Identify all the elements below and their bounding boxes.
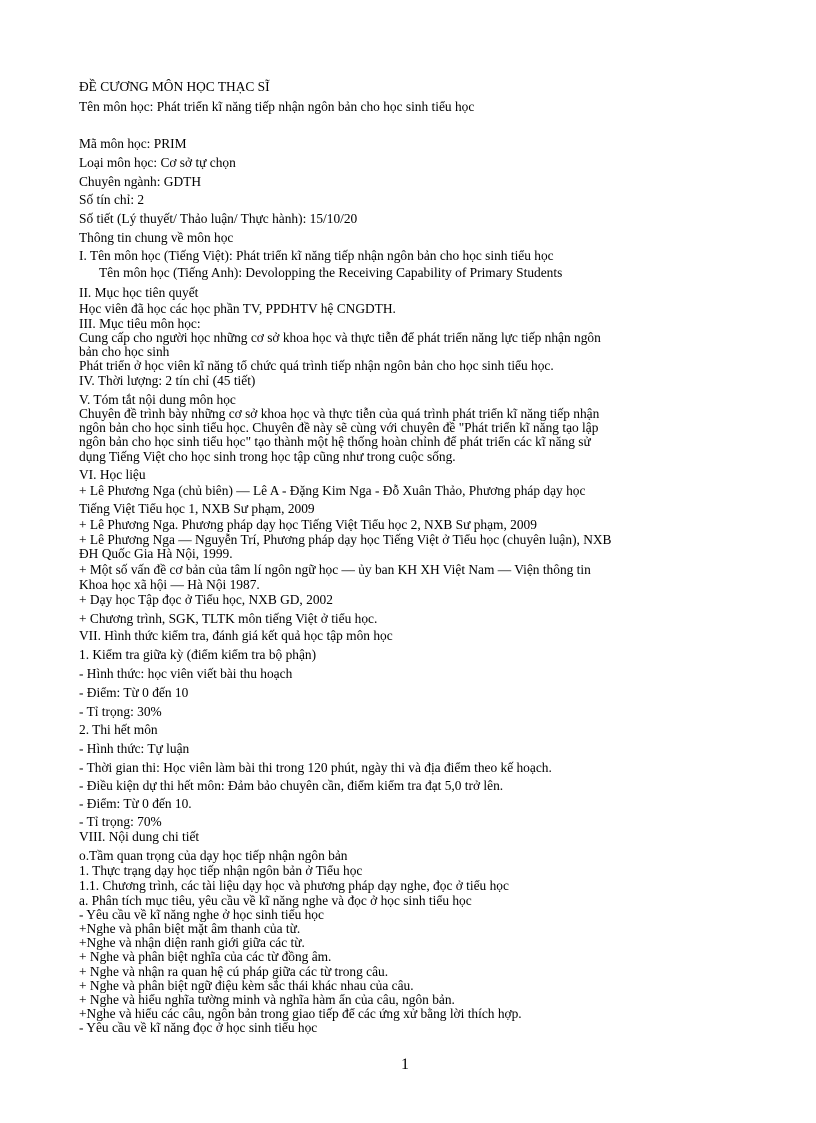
subject-name: Tên môn học: Phát triển kĩ năng tiếp nhận ngôn bản cho học sinh tiểu học — [79, 99, 475, 114]
info-line: Số tiết (Lý thuyết/ Thảo luận/ Thực hành): 15/10/20 — [79, 211, 358, 226]
body-line: + Nghe và hiểu nghĩa tường minh và nghĩa hàm ẩn của câu, ngôn bản. — [79, 992, 455, 1007]
body-line: - Điều kiện dự thi hết môn: Đảm bảo chuyên cần, điểm kiểm tra đạt 5,0 trở lên. — [79, 778, 504, 793]
body-line: + Nghe và phân biệt nghĩa của các từ đồng âm. — [79, 949, 332, 964]
body-line: III. Mục tiêu môn học: — [79, 316, 201, 331]
info-line: Loại môn học: Cơ sở tự chọn — [79, 155, 236, 170]
body-line: 2. Thi hết môn — [79, 722, 158, 737]
body-line: VII. Hình thức kiểm tra, đánh giá kết quả học tập môn học — [79, 628, 393, 643]
body-line: - Yêu cầu về kĩ năng nghe ở học sinh tiểu học — [79, 907, 324, 922]
body-line: ngôn bản cho học sinh tiểu học" tạo thành một hệ thống hoàn chỉnh để phát triển các kĩ năng sử — [79, 434, 591, 449]
page-number: 1 — [401, 1056, 409, 1073]
section-1-en: Tên môn học (Tiếng Anh): Devolopping the Receiving Capability of Primary Students — [99, 265, 563, 280]
body-line: - Hình thức: Tự luận — [79, 741, 190, 756]
body-line: II. Mục học tiên quyết — [79, 285, 199, 300]
body-line: VI. Học liệu — [79, 467, 146, 482]
section-1-vn: I. Tên môn học (Tiếng Việt): Phát triển kĩ năng tiếp nhận ngôn bản cho học sinh tiểu học — [79, 248, 554, 263]
body-line: ĐH Quốc Gia Hà Nội, 1999. — [79, 546, 233, 561]
body-line: ngôn bản cho học sinh tiểu học. Chuyên đề này sẽ cùng với chuyên đề "Phát triển kĩ năng tạo lập — [79, 420, 599, 435]
document-heading: ĐỀ CƯƠNG MÔN HỌC THẠC SĨ — [79, 79, 270, 94]
info-line: Chuyên ngành: GDTH — [79, 174, 201, 189]
body-line: - Thời gian thi: Học viên làm bài thi trong 120 phút, ngày thi và địa điểm theo kế hoạch. — [79, 760, 552, 775]
body-line: dụng Tiếng Việt cho học sinh trong học tập cũng như trong cuộc sống. — [79, 449, 456, 464]
body-line: +Nghe và hiểu các câu, ngôn bản trong giao tiếp để các ứng xử bằng lời thích hợp. — [79, 1006, 522, 1021]
body-line: - Điểm: Từ 0 đến 10. — [79, 796, 192, 811]
info-line: Số tín chỉ: 2 — [79, 192, 145, 207]
body-line: +Nghe và phân biệt mặt âm thanh của từ. — [79, 921, 301, 936]
body-line: - Điểm: Từ 0 đến 10 — [79, 685, 189, 700]
info-line: Mã môn học: PRIM — [79, 136, 187, 151]
body-line: Cung cấp cho người học những cơ sở khoa học và thực tiễn để phát triển năng lực tiếp nhận ngôn — [79, 330, 601, 345]
body-line: Chuyên đề trình bày những cơ sở khoa học và thực tiễn của quá trình phát triển kĩ năng tiếp nhận — [79, 406, 600, 421]
body-line: + Lê Phương Nga — Nguyễn Trí, Phương pháp dạy học Tiếng Việt ở Tiểu học (chuyên luận), NXB — [79, 532, 612, 547]
body-line: Tiếng Việt Tiểu học 1, NXB Sư phạm, 2009 — [79, 501, 315, 516]
body-line: a. Phân tích mục tiêu, yêu cầu về kĩ năng nghe và đọc ở học sinh tiểu học — [79, 893, 472, 908]
body-line: Học viên đã học các học phần TV, PPDHTV hệ CNGDTH. — [79, 301, 396, 316]
info-line: Thông tin chung về môn học — [79, 230, 234, 245]
body-line: - Yêu cầu về kĩ năng đọc ở học sinh tiểu học — [79, 1020, 318, 1035]
body-line: 1.1. Chương trình, các tài liệu dạy học và phương pháp dạy nghe, đọc ở tiểu học — [79, 878, 509, 893]
body-line: + Lê Phương Nga. Phương pháp dạy học Tiếng Việt Tiểu học 2, NXB Sư phạm, 2009 — [79, 517, 537, 532]
body-line: V. Tóm tắt nội dung môn học — [79, 392, 236, 407]
body-line: + Một số vấn đề cơ bản của tâm lí ngôn ngữ học — ủy ban KH XH Việt Nam — Viện thông tin — [79, 562, 591, 577]
body-line: VIII. Nội dung chi tiết — [79, 829, 200, 844]
body-line: Phát triển ở học viên kĩ năng tổ chức quá trình tiếp nhận ngôn bản cho học sinh tiểu học. — [79, 358, 554, 373]
body-line: + Nghe và phân biệt ngữ điệu kèm sắc thái khác nhau của câu. — [79, 978, 414, 993]
body-line: - Hình thức: học viên viết bài thu hoạch — [79, 666, 293, 681]
body-line: 1. Thực trạng dạy học tiếp nhận ngôn bản ở Tiểu học — [79, 863, 363, 878]
body-line: bản cho học sinh — [79, 344, 170, 359]
body-line: +Nghe và nhận diện ranh giới giữa các từ. — [79, 935, 305, 950]
body-line: - Tỉ trọng: 70% — [79, 814, 162, 829]
body-line: Khoa học xã hội — Hà Nội 1987. — [79, 577, 260, 592]
body-line: + Nghe và nhận ra quan hệ cú pháp giữa các từ trong câu. — [79, 964, 389, 979]
body-line: + Chương trình, SGK, TLTK môn tiếng Việt ở tiểu học. — [79, 611, 378, 626]
body-line: - Tỉ trọng: 30% — [79, 704, 162, 719]
body-line: + Lê Phương Nga (chủ biên) — Lê A - Đặng Kim Nga - Đỗ Xuân Thảo, Phương pháp dạy học — [79, 483, 586, 498]
body-line: 1. Kiểm tra giữa kỳ (điểm kiểm tra bộ phận) — [79, 647, 317, 662]
body-line: + Dạy học Tập đọc ở Tiểu học, NXB GD, 2002 — [79, 592, 333, 607]
body-line: IV. Thời lượng: 2 tín chỉ (45 tiết) — [79, 373, 256, 388]
body-line: o.Tầm quan trọng của dạy học tiếp nhận ngôn bản — [79, 848, 348, 863]
